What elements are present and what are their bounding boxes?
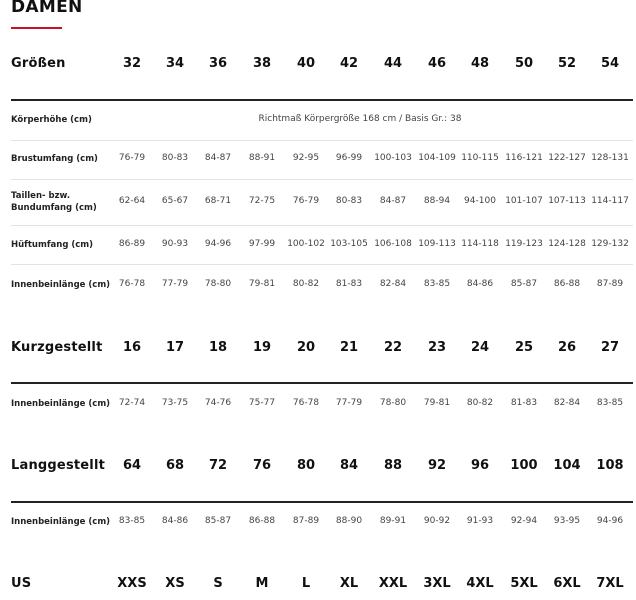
table-cell: 86-88	[553, 279, 581, 289]
table-cell: 100	[510, 458, 538, 473]
table-cell: 116-121	[505, 153, 543, 163]
row-divider	[11, 264, 633, 265]
row-label: Langgestellt	[11, 458, 106, 473]
row-label: Körperhöhe (cm)	[11, 115, 92, 125]
table-cell: M	[255, 576, 269, 591]
row-divider	[11, 140, 633, 141]
table-cell: 90-93	[161, 239, 189, 249]
table-cell: 32	[122, 56, 142, 71]
table-cell: 18	[208, 340, 228, 355]
table-cell: 76-79	[292, 196, 320, 206]
table-cell: 78-80	[204, 279, 232, 289]
table-cell: L	[301, 576, 311, 591]
table-cell: 27	[600, 340, 620, 355]
table-cell: 84-87	[204, 153, 232, 163]
table-cell: 106-108	[374, 239, 412, 249]
row-divider	[11, 179, 633, 180]
table-cell: 114-118	[461, 239, 499, 249]
table-cell: 80	[296, 458, 316, 473]
row-label: Innenbeinlänge (cm)	[11, 280, 111, 290]
table-cell: 44	[383, 56, 403, 71]
table-cell: 101-107	[505, 196, 543, 206]
table-cell: 25	[514, 340, 534, 355]
table-cell: 83-85	[596, 398, 624, 408]
table-cell: 107-113	[548, 196, 586, 206]
row-label-line2: Bundumfang (cm)	[11, 203, 97, 213]
table-cell: 96-99	[335, 153, 363, 163]
table-cell: 42	[339, 56, 359, 71]
table-cell: 83-85	[423, 279, 451, 289]
table-cell: 34	[165, 56, 185, 71]
table-cell: 80-83	[161, 153, 189, 163]
table-cell: 88	[383, 458, 403, 473]
table-cell: 78-80	[379, 398, 407, 408]
table-cell: 92-94	[510, 516, 538, 526]
table-cell: 50	[514, 56, 534, 71]
table-cell: 80-82	[466, 398, 494, 408]
table-cell: 36	[208, 56, 228, 71]
table-cell: 85-87	[510, 279, 538, 289]
table-cell: 19	[252, 340, 272, 355]
title-underline	[11, 27, 62, 29]
section-divider	[11, 382, 633, 384]
table-cell: 72-74	[118, 398, 146, 408]
table-cell: 86-88	[248, 516, 276, 526]
table-cell: 23	[427, 340, 447, 355]
table-cell: 52	[557, 56, 577, 71]
table-cell: 97-99	[248, 239, 276, 249]
table-cell: 94-96	[596, 516, 624, 526]
table-cell: 124-128	[548, 239, 586, 249]
table-cell: 54	[600, 56, 620, 71]
table-cell: 7XL	[596, 576, 624, 591]
table-cell: 68-71	[204, 196, 232, 206]
table-cell: 129-132	[591, 239, 629, 249]
table-cell: 96	[470, 458, 490, 473]
table-cell: 20	[296, 340, 316, 355]
table-cell: 93-95	[553, 516, 581, 526]
row-label: Innenbeinlänge (cm)	[11, 399, 111, 409]
table-cell: 109-113	[418, 239, 456, 249]
table-cell: 38	[252, 56, 272, 71]
table-cell: 90-92	[423, 516, 451, 526]
table-cell: 83-85	[118, 516, 146, 526]
table-cell: 40	[296, 56, 316, 71]
table-cell: 88-90	[335, 516, 363, 526]
table-cell: 94-100	[464, 196, 496, 206]
table-cell: 82-84	[553, 398, 581, 408]
row-label: Größen	[11, 56, 66, 71]
table-cell: 104-109	[418, 153, 456, 163]
table-cell: 89-91	[379, 516, 407, 526]
table-cell: 103-105	[330, 239, 368, 249]
table-cell: 94-96	[204, 239, 232, 249]
table-cell: 76-78	[292, 398, 320, 408]
table-cell: 68	[165, 458, 185, 473]
section-divider	[11, 99, 633, 101]
table-cell: 64	[122, 458, 142, 473]
table-cell: 72	[208, 458, 228, 473]
table-cell: 48	[470, 56, 490, 71]
row-divider	[11, 225, 633, 226]
table-cell: 87-89	[596, 279, 624, 289]
table-cell: 22	[383, 340, 403, 355]
span-note: Richtmaß Körpergröße 168 cm / Basis Gr.: 38	[258, 114, 462, 124]
table-cell: 104	[553, 458, 581, 473]
table-cell: 65-67	[161, 196, 189, 206]
table-cell: 5XL	[510, 576, 538, 591]
table-cell: 86-89	[118, 239, 146, 249]
row-label: Innenbeinlänge (cm)	[11, 517, 111, 527]
table-cell: 100-102	[287, 239, 325, 249]
table-cell: 26	[557, 340, 577, 355]
table-cell: 3XL	[423, 576, 451, 591]
table-cell: 79-81	[248, 279, 276, 289]
table-cell: XS	[165, 576, 185, 591]
table-cell: 114-117	[591, 196, 629, 206]
table-cell: 84-86	[161, 516, 189, 526]
table-cell: 119-123	[505, 239, 543, 249]
table-cell: XL	[339, 576, 359, 591]
table-cell: 76	[252, 458, 272, 473]
table-cell: 24	[470, 340, 490, 355]
table-cell: 72-75	[248, 196, 276, 206]
table-cell: 108	[596, 458, 624, 473]
table-cell: 110-115	[461, 153, 499, 163]
row-label	[11, 190, 97, 214]
table-cell: 46	[427, 56, 447, 71]
table-cell: 21	[339, 340, 359, 355]
table-cell: 4XL	[466, 576, 494, 591]
table-cell: 84-86	[466, 279, 494, 289]
table-cell: 16	[122, 340, 142, 355]
table-cell: 81-83	[510, 398, 538, 408]
table-cell: 76-79	[118, 153, 146, 163]
table-cell: 17	[165, 340, 185, 355]
table-cell: 84	[339, 458, 359, 473]
row-label-line1: Taillen- bzw.	[11, 191, 71, 201]
table-cell: 82-84	[379, 279, 407, 289]
section-divider	[11, 501, 633, 503]
row-label: Brustumfang (cm)	[11, 154, 98, 164]
table-cell: 91-93	[466, 516, 494, 526]
table-cell: XXS	[117, 576, 147, 591]
table-cell: 100-103	[374, 153, 412, 163]
table-cell: 84-87	[379, 196, 407, 206]
row-label: Kurzgestellt	[11, 340, 103, 355]
table-cell: 6XL	[553, 576, 581, 591]
table-cell: 122-127	[548, 153, 586, 163]
table-cell: 62-64	[118, 196, 146, 206]
table-cell: 77-79	[161, 279, 189, 289]
table-cell: S	[213, 576, 223, 591]
table-cell: 87-89	[292, 516, 320, 526]
table-cell: 79-81	[423, 398, 451, 408]
table-cell: XXL	[378, 576, 408, 591]
table-cell: 88-94	[423, 196, 451, 206]
table-cell: 128-131	[591, 153, 629, 163]
page-title: DAMEN	[11, 0, 83, 17]
table-cell: 80-83	[335, 196, 363, 206]
table-cell: 81-83	[335, 279, 363, 289]
row-label: US	[11, 576, 32, 591]
table-cell: 76-78	[118, 279, 146, 289]
table-cell: 92	[427, 458, 447, 473]
table-cell: 80-82	[292, 279, 320, 289]
row-label: Hüftumfang (cm)	[11, 240, 94, 250]
table-cell: 85-87	[204, 516, 232, 526]
table-cell: 73-75	[161, 398, 189, 408]
table-cell: 74-76	[204, 398, 232, 408]
table-cell: 92-95	[292, 153, 320, 163]
table-cell: 75-77	[248, 398, 276, 408]
table-cell: 88-91	[248, 153, 276, 163]
table-cell: 77-79	[335, 398, 363, 408]
